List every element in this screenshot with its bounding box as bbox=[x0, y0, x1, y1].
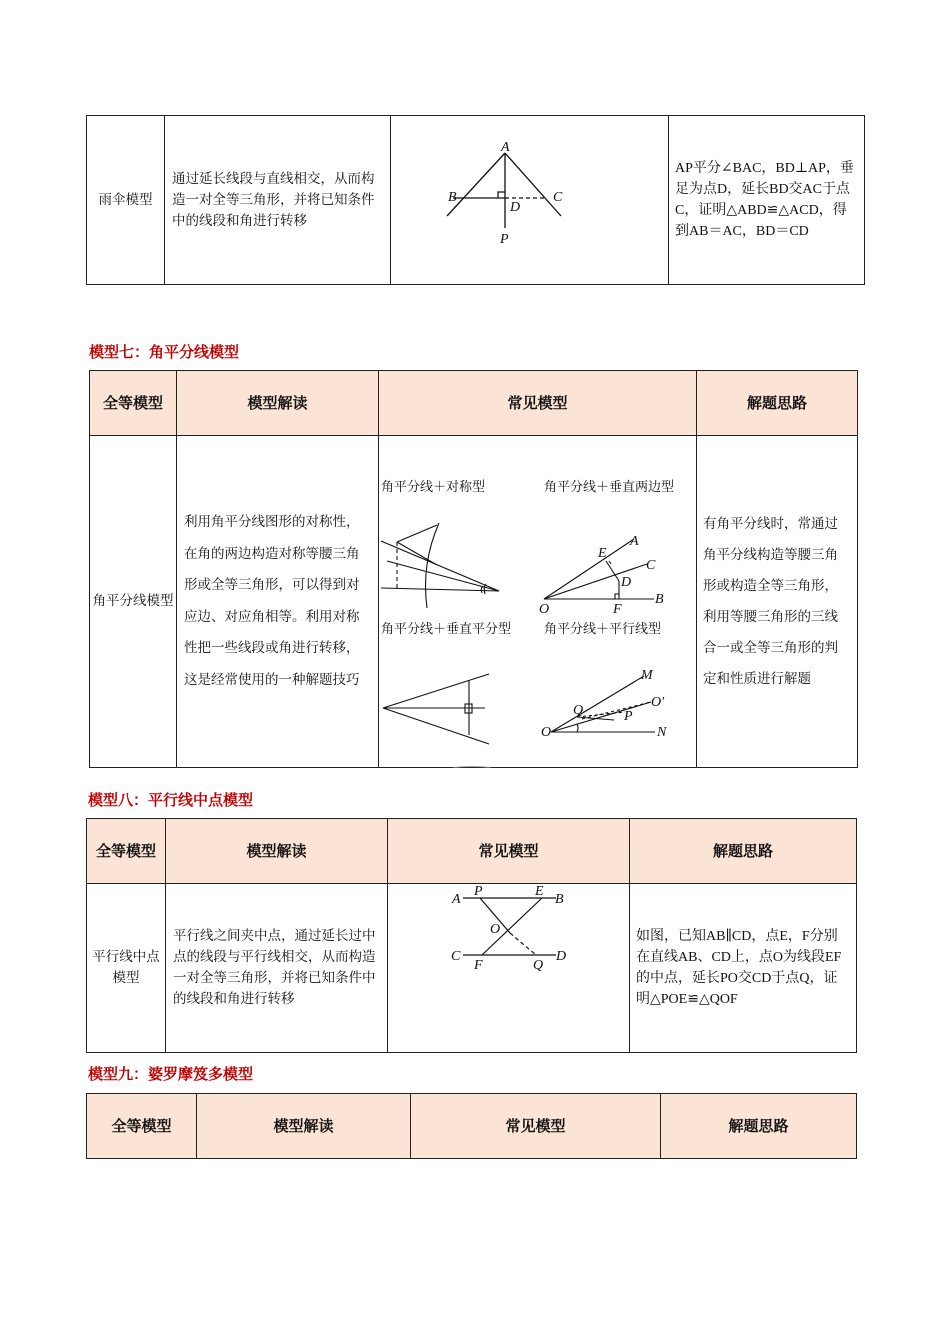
page-divider bbox=[452, 766, 492, 771]
header-model: 全等模型 bbox=[87, 819, 166, 884]
header-interpretation: 模型解读 bbox=[197, 1094, 411, 1159]
fig2-label-e: E bbox=[598, 546, 607, 561]
model-hint: 有角平分线时，常通过角平分线构造等腰三角形或构造全等三角形，利用等腰三角形的三线合一或全等三角形的判定和性质进行解题 bbox=[697, 436, 858, 768]
fig4-label-n: N bbox=[657, 725, 667, 740]
header-common-models: 常见模型 bbox=[411, 1094, 661, 1159]
label-a: A bbox=[501, 140, 510, 155]
figure-perpendicular-bisector bbox=[383, 674, 489, 744]
fig4-label-o: O bbox=[541, 725, 552, 740]
label-d: D bbox=[510, 200, 521, 215]
label-d: D bbox=[556, 949, 567, 964]
model-description: 通过延长线段与直线相交，从而构造一对全等三角形，并将已知条件中的线段和角进行转移 bbox=[165, 116, 391, 285]
label-o: O bbox=[490, 922, 501, 937]
label-f: F bbox=[474, 958, 483, 973]
angle-bisector-figures bbox=[379, 436, 695, 760]
fig4-label-p: P bbox=[624, 709, 633, 724]
header-common-models: 常见模型 bbox=[388, 819, 630, 884]
figure-parallel bbox=[551, 676, 655, 732]
header-common-models: 常见模型 bbox=[379, 371, 697, 436]
angle-bisector-table bbox=[89, 370, 858, 768]
fig2-label-f: F bbox=[613, 602, 622, 617]
fig4-label-m: M bbox=[641, 668, 653, 683]
model-description: 利用角平分线图形的对称性，在角的两边构造对称等腰三角形或全等三角形，可以得到对应边、对应角相等。利用对称性把一些线段或角进行转移，这是经常使用的一种解题技巧 bbox=[177, 436, 379, 768]
model-hint: AP平分∠BAC，BD⊥AP，垂足为点D，延长BD交AC于点C，证明△ABD≌△ACD，得到AB＝AC，BD＝CD bbox=[669, 116, 865, 285]
model-figure bbox=[388, 884, 630, 1053]
label-q: Q bbox=[533, 958, 544, 973]
section7-title: 模型七：角平分线模型 bbox=[89, 343, 240, 361]
label-e: E bbox=[535, 884, 544, 899]
caption-perpendicular-bisector: 角平分线＋垂直平分型 bbox=[381, 622, 512, 637]
model-name: 平行线中点模型 bbox=[87, 884, 166, 1053]
parallel-midpoint-figure bbox=[388, 884, 628, 1045]
model-name: 雨伞模型 bbox=[87, 116, 165, 285]
label-b: B bbox=[448, 190, 457, 205]
model-description: 平行线之间夹中点，通过延长过中点的线段与平行线相交，从而构造一对全等三角形，并将已知条件中的线段和角进行转移 bbox=[166, 884, 388, 1053]
header-approach: 解题思路 bbox=[661, 1094, 857, 1159]
parallel-midpoint-table bbox=[86, 818, 857, 1053]
umbrella-model-table bbox=[86, 115, 865, 285]
header-model: 全等模型 bbox=[90, 371, 177, 436]
fig2-label-a: A bbox=[630, 534, 639, 549]
umbrella-figure bbox=[391, 116, 667, 277]
label-b: B bbox=[555, 892, 564, 907]
model-name: 角平分线模型 bbox=[90, 436, 177, 768]
header-interpretation: 模型解读 bbox=[177, 371, 379, 436]
brahmagupta-table bbox=[86, 1093, 857, 1159]
fig2-label-d: D bbox=[621, 575, 632, 590]
fig2-label-o: O bbox=[539, 602, 550, 617]
header-interpretation: 模型解读 bbox=[166, 819, 388, 884]
header-model: 全等模型 bbox=[87, 1094, 197, 1159]
label-p: P bbox=[474, 884, 483, 899]
figure-symmetric bbox=[381, 523, 499, 608]
fig2-label-c: C bbox=[646, 558, 656, 573]
caption-perpendicular-sides: 角平分线＋垂直两边型 bbox=[544, 480, 675, 495]
caption-symmetric: 角平分线＋对称型 bbox=[381, 480, 486, 495]
model-figure bbox=[391, 116, 669, 285]
section9-title: 模型九：婆罗摩笈多模型 bbox=[88, 1065, 254, 1083]
model-figures bbox=[379, 436, 697, 768]
section8-title: 模型八：平行线中点模型 bbox=[88, 791, 254, 809]
label-a: A bbox=[452, 892, 461, 907]
caption-parallel: 角平分线＋平行线型 bbox=[544, 622, 662, 637]
fig4-label-o-prime: O′ bbox=[651, 695, 665, 710]
fig4-label-q: Q bbox=[573, 703, 584, 718]
label-c: C bbox=[451, 949, 461, 964]
fig2-label-b: B bbox=[655, 592, 664, 607]
header-approach: 解题思路 bbox=[697, 371, 858, 436]
label-p: P bbox=[500, 232, 509, 247]
header-approach: 解题思路 bbox=[630, 819, 857, 884]
model-hint: 如图，已知AB∥CD，点E，F分别在直线AB、CD上，点O为线段EF的中点，延长PO交CD于点Q，证明△POE≌△QOF bbox=[630, 884, 857, 1053]
label-c: C bbox=[553, 190, 563, 205]
